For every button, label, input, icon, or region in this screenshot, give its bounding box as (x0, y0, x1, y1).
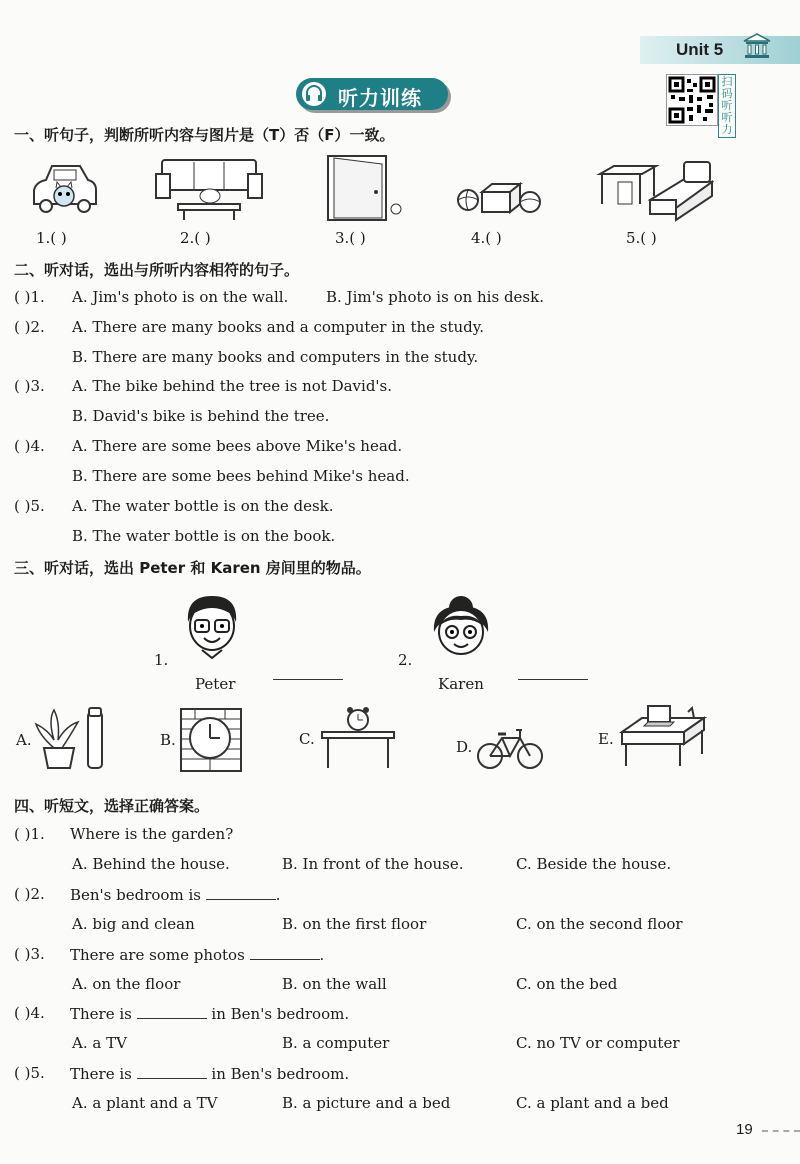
s4-q2-option-a[interactable]: A. big and clean (72, 915, 195, 933)
section-title-badge (296, 78, 452, 114)
s1-item-5[interactable]: 5.( ) (626, 229, 657, 247)
s4-q4-option-b[interactable]: B. a computer (282, 1034, 390, 1052)
page-number: 19 (736, 1121, 753, 1138)
section4-heading: 四、听短文，选择正确答案。 (14, 797, 210, 815)
girl-face-icon (426, 592, 496, 666)
s1-item-4[interactable]: 4.( ) (471, 229, 502, 247)
s4-q3-option-a[interactable]: A. on the floor (72, 975, 181, 993)
s4-q2-number[interactable]: ( )2. (14, 885, 45, 903)
door-icon (324, 154, 406, 224)
box-between-balls-icon (456, 180, 542, 216)
table-and-bed-icon (596, 160, 714, 222)
s4-q3-number[interactable]: ( )3. (14, 945, 45, 963)
qr-code[interactable] (666, 74, 718, 126)
s2-q2-option-a[interactable]: A. There are many books and a computer in the study. (72, 318, 485, 336)
s1-item-1[interactable]: 1.( ) (36, 229, 67, 247)
s4-q5-blank[interactable] (137, 1064, 207, 1079)
s2-q3-option-a[interactable]: A. The bike behind the tree is not David's. (72, 377, 393, 395)
s4-q3-option-c[interactable]: C. on the bed (516, 975, 618, 993)
s4-q5-option-a[interactable]: A. a plant and a TV (72, 1094, 218, 1112)
s2-q1-option-a[interactable]: A. Jim's photo is on the wall. (72, 288, 289, 306)
s4-q1-option-a[interactable]: A. Behind the house. (72, 855, 230, 873)
s2-q2-number[interactable]: ( )2. (14, 318, 45, 336)
s4-q4-blank[interactable] (137, 1004, 207, 1019)
s4-q1-question: Where is the garden? (70, 825, 234, 843)
unit-label: Unit 5 (676, 40, 724, 59)
s4-q5-option-c[interactable]: C. a plant and a bed (516, 1094, 669, 1112)
s4-q4-question: There is in Ben's bedroom. (70, 1005, 350, 1023)
s4-q1-option-b[interactable]: B. In front of the house. (282, 855, 464, 873)
desk-with-laptop-icon (618, 704, 708, 770)
s4-q2-option-b[interactable]: B. on the first floor (282, 915, 427, 933)
s1-item-2[interactable]: 2.( ) (180, 229, 211, 247)
s4-q5-question: There is in Ben's bedroom. (70, 1065, 350, 1083)
s2-q2-option-b[interactable]: B. There are many books and computers in the study. (72, 348, 479, 366)
s4-q2-option-c[interactable]: C. on the second floor (516, 915, 683, 933)
s3-person-2-name: Karen (438, 675, 484, 693)
section3-heading: 三、听对话，选出 Peter 和 Karen 房间里的物品。 (14, 559, 371, 577)
building-icon (742, 33, 772, 59)
bicycle-icon (476, 724, 544, 770)
boy-face-icon (182, 592, 242, 666)
s2-q5-option-a[interactable]: A. The water bottle is on the desk. (72, 497, 334, 515)
s2-q3-number[interactable]: ( )3. (14, 377, 45, 395)
s2-q4-number[interactable]: ( )4. (14, 437, 45, 455)
s4-q4-number[interactable]: ( )4. (14, 1004, 45, 1022)
s3-option-c-letter: C. (299, 730, 315, 748)
s1-item-3[interactable]: 3.( ) (335, 229, 366, 247)
s2-q3-option-b[interactable]: B. David's bike is behind the tree. (72, 407, 330, 425)
car-with-cat-icon (30, 160, 98, 220)
s3-option-a-letter: A. (16, 731, 32, 749)
s2-q5-number[interactable]: ( )5. (14, 497, 45, 515)
clock-on-brick-wall-icon (180, 708, 242, 772)
clock-on-table-icon (318, 704, 398, 770)
sofa-with-cat-icon (154, 156, 264, 222)
s4-q1-option-c[interactable]: C. Beside the house. (516, 855, 672, 873)
s2-q1-number[interactable]: ( )1. (14, 288, 45, 306)
s2-q5-option-b[interactable]: B. The water bottle is on the book. (72, 527, 336, 545)
s4-q2-blank[interactable] (206, 885, 276, 900)
headphones-icon (302, 82, 326, 106)
s3-person-1-answer-blank[interactable] (273, 679, 343, 680)
section2-heading: 二、听对话，选出与所听内容相符的句子。 (14, 261, 300, 279)
s4-q5-option-b[interactable]: B. a picture and a bed (282, 1094, 451, 1112)
s4-q1-number[interactable]: ( )1. (14, 825, 45, 843)
footer-divider (762, 1130, 800, 1132)
s3-option-e-letter: E. (598, 730, 614, 748)
s4-q2-question: Ben's bedroom is . (70, 886, 281, 904)
s3-person-2-number: 2. (398, 651, 413, 669)
s3-person-2-answer-blank[interactable] (518, 679, 588, 680)
qr-scan-label: 扫码听听力 (718, 74, 736, 138)
s2-q1-option-b[interactable]: B. Jim's photo is on his desk. (326, 288, 544, 306)
s3-option-b-letter: B. (160, 731, 176, 749)
s4-q3-question: There are some photos . (70, 946, 325, 964)
s3-person-1-number: 1. (154, 651, 169, 669)
s4-q5-number[interactable]: ( )5. (14, 1064, 45, 1082)
plant-and-bottle-icon (34, 706, 110, 772)
s4-q4-option-c[interactable]: C. no TV or computer (516, 1034, 680, 1052)
s2-q4-option-a[interactable]: A. There are some bees above Mike's head. (72, 437, 403, 455)
s4-q3-option-b[interactable]: B. on the wall (282, 975, 387, 993)
s4-q4-option-a[interactable]: A. a TV (72, 1034, 127, 1052)
section1-heading: 一、听句子，判断所听内容与图片是（T）否（F）一致。 (14, 126, 395, 144)
s4-q3-blank[interactable] (250, 945, 320, 960)
s3-person-1-name: Peter (195, 675, 236, 693)
s2-q4-option-b[interactable]: B. There are some bees behind Mike's head. (72, 467, 410, 485)
s3-option-d-letter: D. (456, 738, 473, 756)
page-title: 听力训练 (338, 86, 422, 110)
